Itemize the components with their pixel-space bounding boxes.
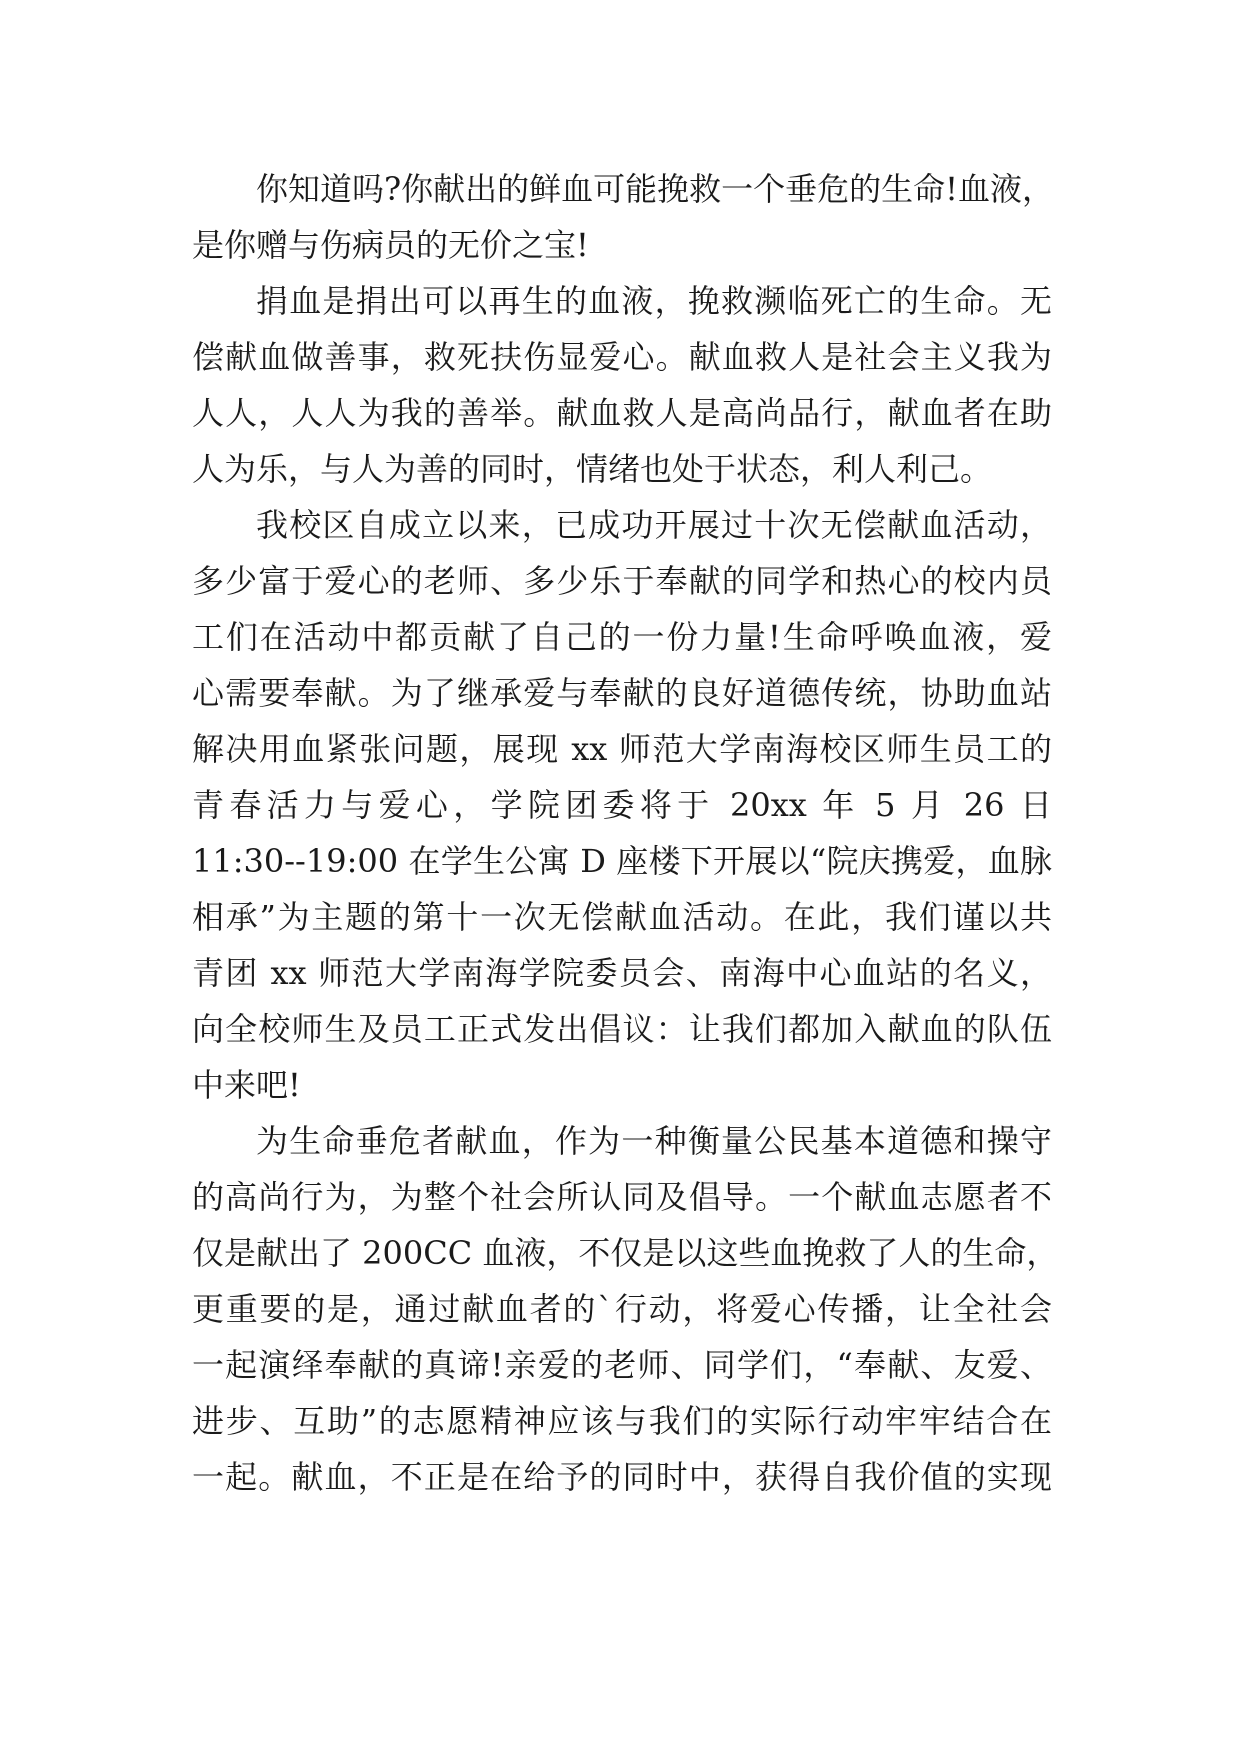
text-line: 的高尚行为，为整个社会所认同及倡导。一个献血志愿者不 bbox=[192, 1178, 1052, 1216]
text-line: 心需要奉献。为了继承爱与奉献的良好道德传统，协助血站 bbox=[192, 674, 1052, 712]
document-body bbox=[192, 161, 1059, 1505]
text-line: 工们在活动中都贡献了自己的一份力量!生命呼唤血液，爱 bbox=[192, 618, 1052, 656]
text-line: 青春活力与爱心，学院团委将于 20xx 年 5 月 26 日 bbox=[192, 786, 1052, 824]
text-line: 你知道吗?你献出的鲜血可能挽救一个垂危的生命!血液， bbox=[256, 170, 1055, 208]
text-line: 青团 xx 师范大学南海学院委员会、南海中心血站的名义， bbox=[192, 954, 1052, 992]
text-line: 仅是献出了 200CC 血液，不仅是以这些血挽救了人的生命， bbox=[192, 1234, 1059, 1272]
text-line: 11:30--19:00 在学生公寓 D 座楼下开展以“院庆携爱，血脉 bbox=[192, 842, 1052, 880]
text-line: 人为乐，与人为善的同时，情绪也处于状态，利人利己。 bbox=[192, 450, 993, 488]
text-line: 为生命垂危者献血，作为一种衡量公民基本道德和操守 bbox=[256, 1122, 1052, 1160]
text-line: 我校区自成立以来，已成功开展过十次无偿献血活动， bbox=[256, 506, 1052, 544]
text-line: 是你赠与伤病员的无价之宝! bbox=[192, 226, 589, 264]
text-line: 一起演绎奉献的真谛!亲爱的老师、同学们，“奉献、友爱、 bbox=[192, 1346, 1052, 1384]
text-line: 解决用血紧张问题，展现 xx 师范大学南海校区师生员工的 bbox=[192, 730, 1052, 768]
text-line: 多少富于爱心的老师、多少乐于奉献的同学和热心的校内员 bbox=[192, 562, 1052, 600]
text-line: 相承”为主题的第十一次无偿献血活动。在此，我们谨以共 bbox=[192, 898, 1052, 936]
text-line: 偿献血做善事，救死扶伤显爱心。献血救人是社会主义我为 bbox=[192, 338, 1052, 376]
text-line: 一起。献血，不正是在给予的同时中，获得自我价值的实现 bbox=[192, 1458, 1052, 1496]
text-line: 向全校师生及员工正式发出倡议：让我们都加入献血的队伍 bbox=[192, 1010, 1052, 1048]
text-line: 中来吧! bbox=[192, 1066, 301, 1104]
text-line: 更重要的是，通过献血者的`行动，将爱心传播，让全社会 bbox=[192, 1290, 1052, 1328]
text-line: 进步、互助”的志愿精神应该与我们的实际行动牢牢结合在 bbox=[192, 1402, 1052, 1440]
text-line: 人人，人人为我的善举。献血救人是高尚品行，献血者在助 bbox=[192, 394, 1052, 432]
text-line: 捐血是捐出可以再生的血液，挽救濒临死亡的生命。无 bbox=[256, 282, 1052, 320]
